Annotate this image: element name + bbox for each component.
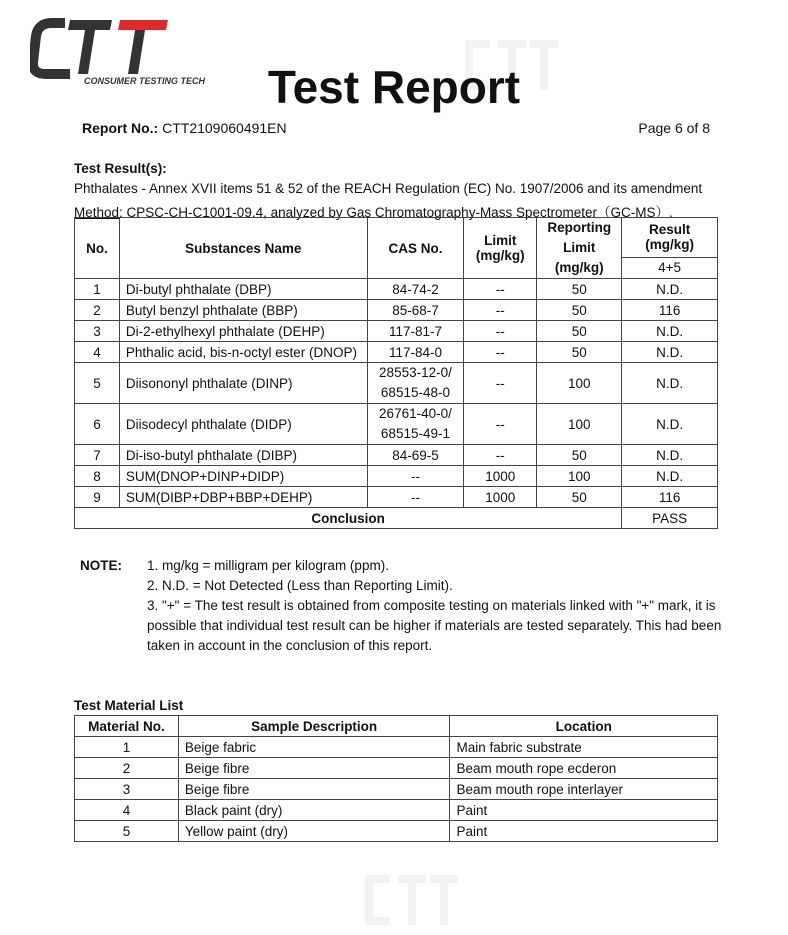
substance-name: Phthalic acid, bis-n-octyl ester (DNOP)	[119, 342, 367, 363]
substance-name: Di-iso-butyl phthalate (DIBP)	[119, 445, 367, 466]
results-table	[74, 217, 718, 529]
substance-name: Butyl benzyl phthalate (BBP)	[119, 300, 367, 321]
table-row	[75, 279, 718, 300]
table-row	[75, 487, 718, 508]
test-results-heading: Test Result(s):	[74, 161, 167, 176]
table-row	[75, 363, 718, 404]
method-label: Method	[74, 205, 120, 220]
location: Paint	[450, 800, 718, 821]
method-value: : CPSC-CH-C1001-09.4, analyzed by Gas Chromatography-Mass Spectrometer（GC-MS）.	[119, 205, 673, 220]
limit: --	[464, 404, 537, 445]
substance-name: SUM(DIBP+DBP+BBP+DEHP)	[119, 487, 367, 508]
material-no: 3	[75, 779, 179, 800]
result: N.D.	[622, 342, 718, 363]
reporting-limit: 50	[537, 321, 622, 342]
limit: --	[464, 445, 537, 466]
reporting-limit: 50	[537, 487, 622, 508]
location: Beam mouth rope ecderon	[450, 758, 718, 779]
limit: 1000	[464, 466, 537, 487]
table-row	[75, 300, 718, 321]
table-row	[75, 737, 718, 758]
page-title: Test Report	[267, 61, 521, 113]
limit: --	[464, 321, 537, 342]
report-number	[82, 120, 287, 136]
substance-name: Diisononyl phthalate (DINP)	[119, 363, 367, 404]
cas-no: --	[367, 487, 464, 508]
location: Main fabric substrate	[450, 737, 718, 758]
col-cas: CAS No.	[367, 218, 464, 279]
row-no: 2	[75, 300, 120, 321]
cas-no: 28553-12-0/ 68515-48-0	[367, 363, 464, 404]
row-no: 4	[75, 342, 120, 363]
cas-no: 26761-40-0/ 68515-49-1	[367, 404, 464, 445]
cas-no: 117-84-0	[367, 342, 464, 363]
cas-no: 117-81-7	[367, 321, 464, 342]
cas-no: 84-74-2	[367, 279, 464, 300]
material-no: 2	[75, 758, 179, 779]
limit: 1000	[464, 487, 537, 508]
test-description: Phthalates - Annex XVII items 51 & 52 of the REACH Regulation (EC) No. 1907/2006 and its amendment	[74, 181, 703, 196]
cas-no: --	[367, 466, 464, 487]
limit: --	[464, 279, 537, 300]
table-row	[75, 445, 718, 466]
result: N.D.	[622, 445, 718, 466]
page-number: Page 6 of 8	[638, 120, 710, 136]
table-row	[75, 758, 718, 779]
substance-name: Di-butyl phthalate (DBP)	[119, 279, 367, 300]
col-name: Substances Name	[119, 218, 367, 279]
note-label: NOTE:	[80, 558, 122, 573]
row-no: 6	[75, 404, 120, 445]
reporting-limit: 50	[537, 342, 622, 363]
notes	[80, 556, 727, 656]
col-location: Location	[450, 716, 718, 737]
note-item: 2. N.D. = Not Detected (Less than Reporting Limit).	[147, 578, 453, 593]
sample-description: Beige fabric	[178, 737, 450, 758]
watermark	[360, 870, 460, 930]
note-item: 3. "+" = The test result is obtained from composite testing on materials linked with "+" mark, it is possible that individual test result can be higher if materials are tested separately. This had been taken in account in the conclusion of this report.	[147, 598, 722, 653]
cas-no: 84-69-5	[367, 445, 464, 466]
note-item: 1. mg/kg = milligram per kilogram (ppm).	[147, 558, 389, 573]
conclusion-value: PASS	[622, 508, 718, 529]
report-no-value: CTT2109060491EN	[162, 120, 287, 136]
cas-no: 85-68-7	[367, 300, 464, 321]
row-no: 5	[75, 363, 120, 404]
material-no: 1	[75, 737, 179, 758]
substance-name: Diisodecyl phthalate (DIDP)	[119, 404, 367, 445]
reporting-limit: 50	[537, 279, 622, 300]
row-no: 1	[75, 279, 120, 300]
table-row	[75, 342, 718, 363]
material-list-heading: Test Material List	[74, 698, 184, 713]
table-row	[75, 466, 718, 487]
report-no-label: Report No.:	[82, 120, 159, 136]
limit: --	[464, 363, 537, 404]
row-no: 3	[75, 321, 120, 342]
table-row	[75, 821, 718, 842]
reporting-limit: 100	[537, 363, 622, 404]
col-result: Result (mg/kg)	[622, 218, 718, 258]
reporting-limit: 50	[537, 445, 622, 466]
result: 116	[622, 487, 718, 508]
material-table	[74, 715, 718, 842]
location: Beam mouth rope interlayer	[450, 779, 718, 800]
table-row	[75, 404, 718, 445]
result: N.D.	[622, 404, 718, 445]
logo-subtitle: CONSUMER TESTING TECH	[84, 76, 206, 86]
table-row	[75, 779, 718, 800]
limit: --	[464, 342, 537, 363]
conclusion-label: Conclusion	[75, 508, 622, 529]
substance-name: SUM(DNOP+DINP+DIDP)	[119, 466, 367, 487]
sample-description: Beige fibre	[178, 779, 450, 800]
location: Paint	[450, 821, 718, 842]
row-no: 7	[75, 445, 120, 466]
col-material-no: Material No.	[75, 716, 179, 737]
col-limit: Limit (mg/kg)	[464, 218, 537, 279]
result: N.D.	[622, 363, 718, 404]
result: N.D.	[622, 279, 718, 300]
table-row	[75, 800, 718, 821]
result: 116	[622, 300, 718, 321]
result: N.D.	[622, 321, 718, 342]
material-no: 4	[75, 800, 179, 821]
col-sample-description: Sample Description	[178, 716, 450, 737]
sample-description: Beige fibre	[178, 758, 450, 779]
sample-description: Black paint (dry)	[178, 800, 450, 821]
material-no: 5	[75, 821, 179, 842]
sample-description: Yellow paint (dry)	[178, 821, 450, 842]
row-no: 9	[75, 487, 120, 508]
reporting-limit: 100	[537, 466, 622, 487]
substance-name: Di-2-ethylhexyl phthalate (DEHP)	[119, 321, 367, 342]
col-reporting-limit: Reporting Limit (mg/kg)	[537, 218, 622, 279]
result: N.D.	[622, 466, 718, 487]
reporting-limit: 100	[537, 404, 622, 445]
row-no: 8	[75, 466, 120, 487]
col-no: No.	[75, 218, 120, 279]
reporting-limit: 50	[537, 300, 622, 321]
sample-id: 4+5	[622, 257, 718, 278]
table-row	[75, 321, 718, 342]
limit: --	[464, 300, 537, 321]
